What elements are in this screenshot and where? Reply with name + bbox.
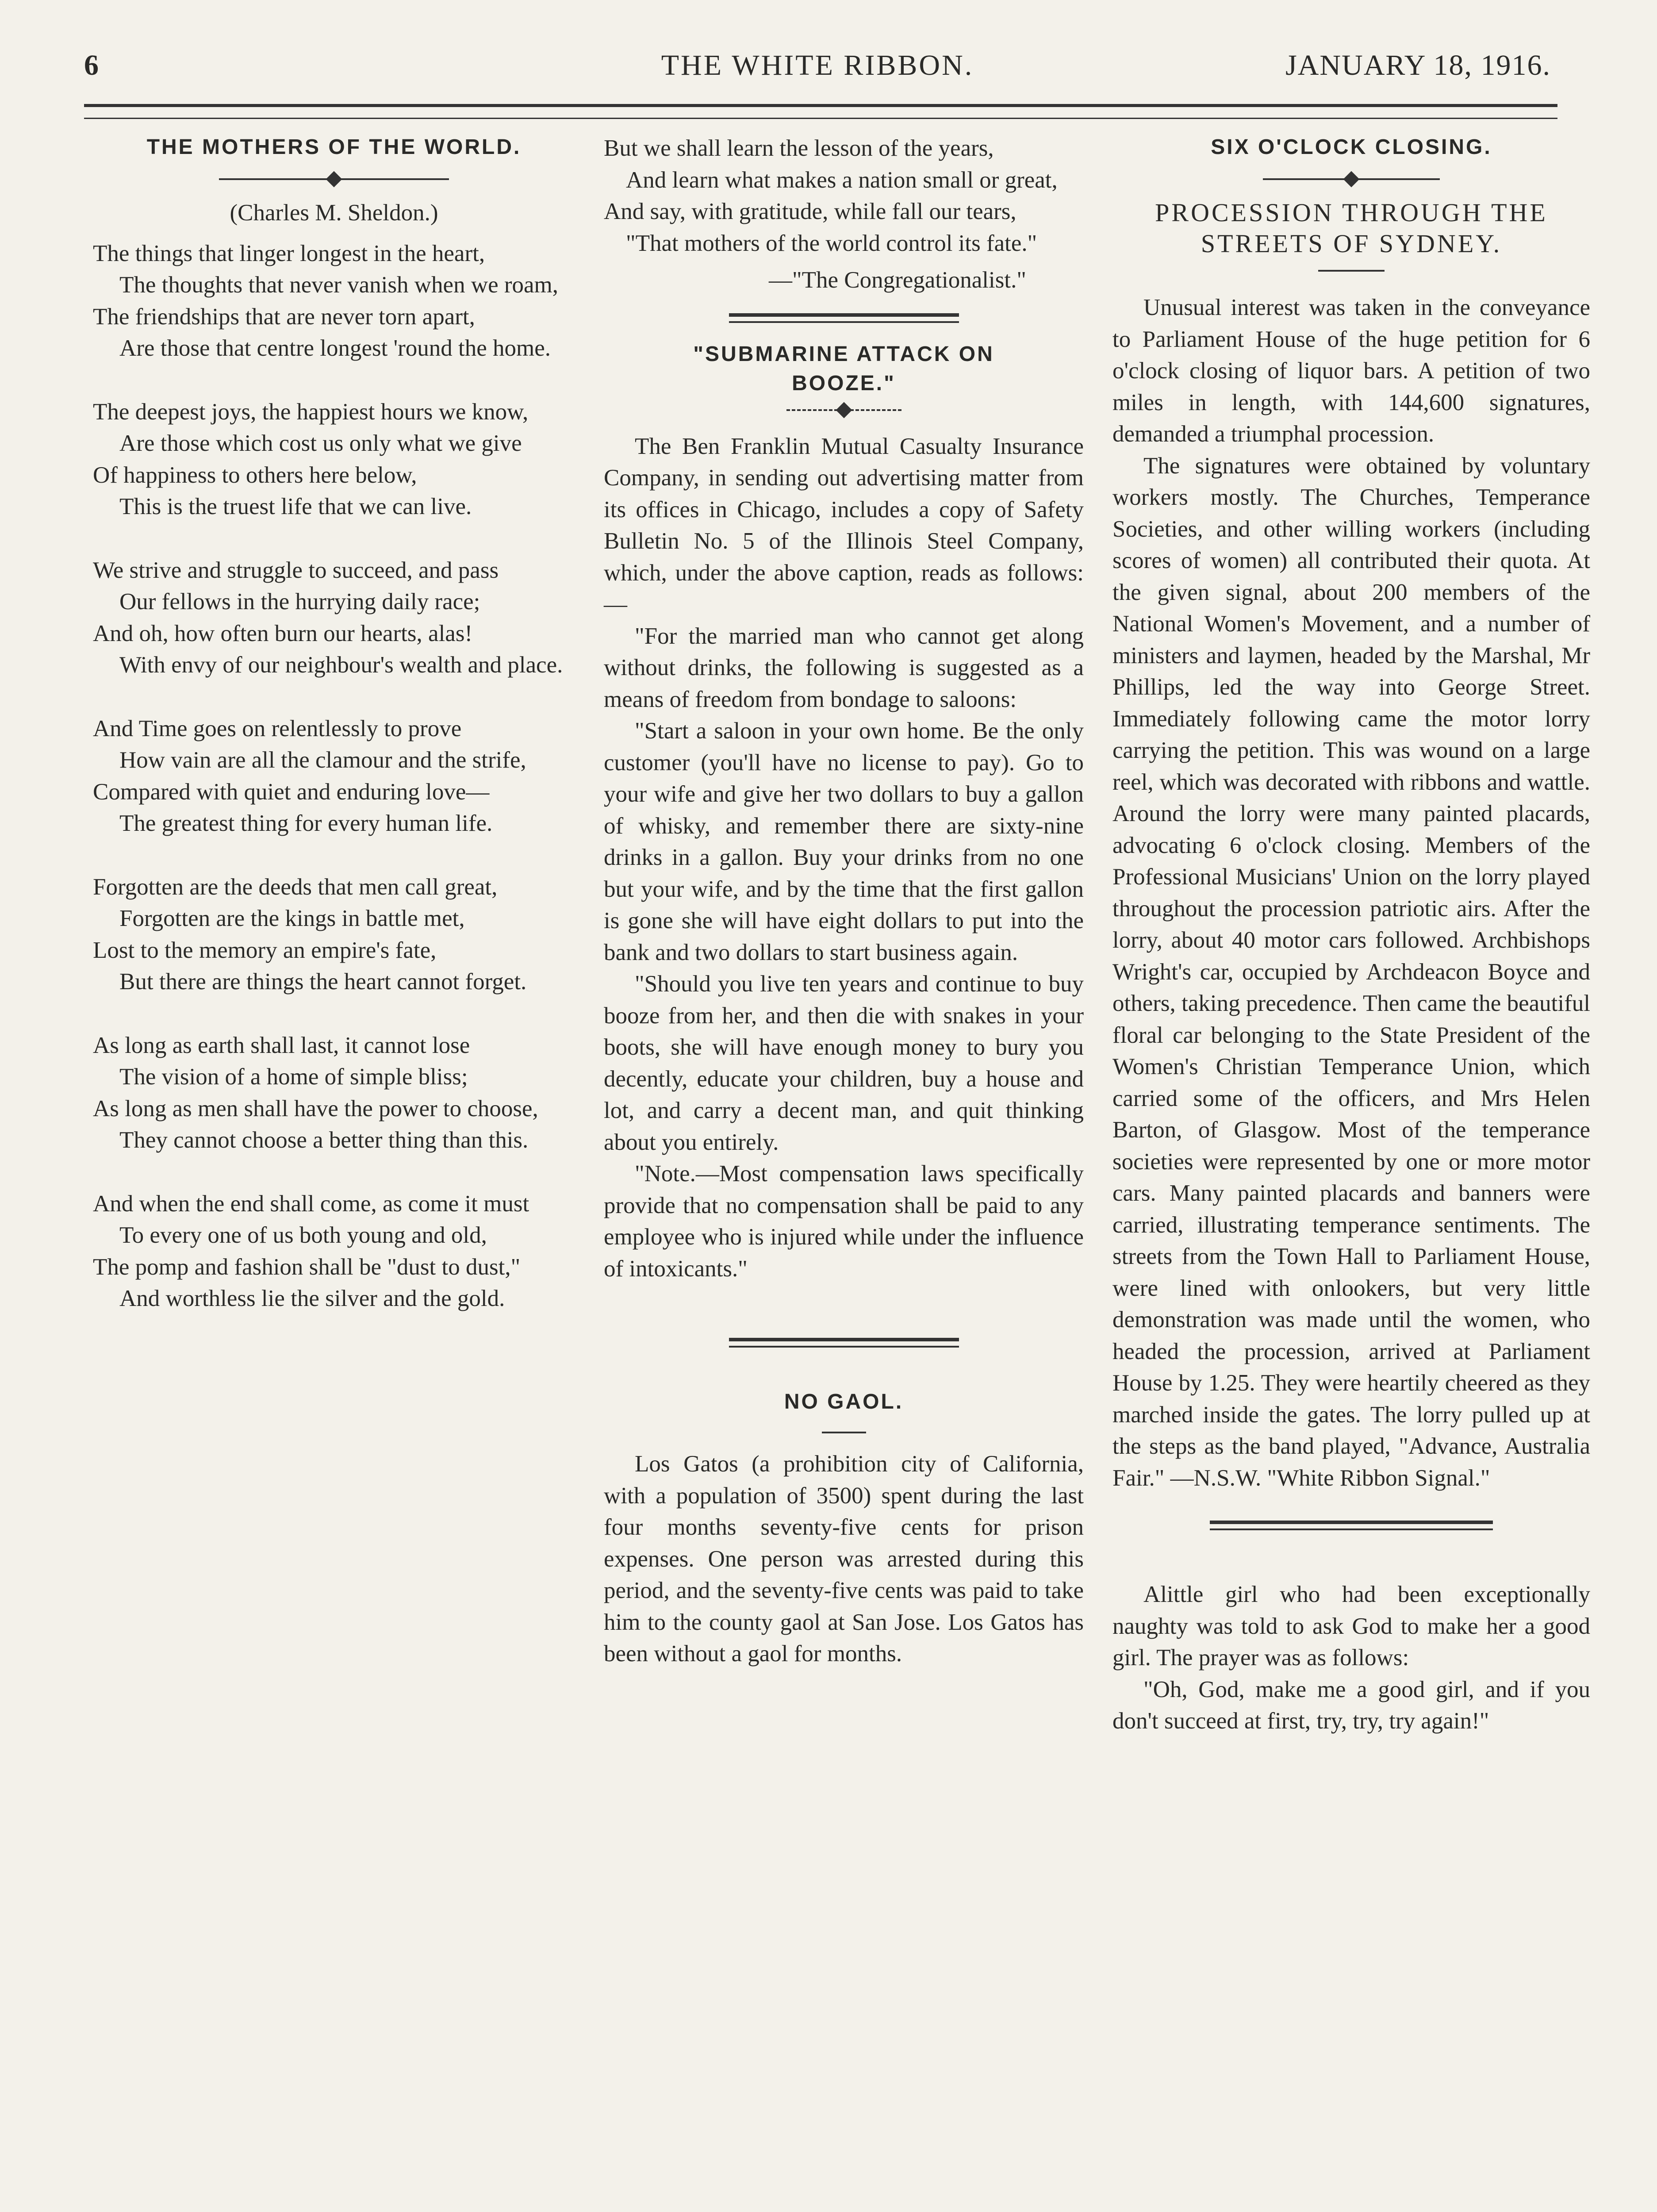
- poem-line: As long as men shall have the power to choose,: [93, 1095, 538, 1121]
- poem-line: The pomp and fashion shall be "dust to dust,": [93, 1254, 521, 1280]
- poem-line: Lost to the memory an empire's fate,: [93, 937, 437, 963]
- paragraph: Alittle girl who had been exceptionally naughty was told to ask God to make her a good girl. The prayer was as follows:: [1112, 1582, 1590, 1671]
- poem-stanza: [93, 396, 575, 523]
- poem-line: The greatest thing for every human life.: [119, 810, 493, 836]
- poem-line: Forgotten are the deeds that men call great,: [93, 874, 498, 900]
- column-1: [93, 133, 575, 1347]
- column-2: [604, 133, 1084, 1670]
- poem-line: But there are things the heart cannot forget.: [119, 969, 527, 995]
- poem-line: The thoughts that never vanish when we roam,: [119, 272, 559, 298]
- paragraph: "Oh, God, make me a good girl, and if you don't succeed at first, try, try, try again!": [1112, 1676, 1590, 1734]
- poem-line: They cannot choose a better thing than this.: [119, 1127, 529, 1153]
- article-title-no-gaol: NO GAOL.: [784, 1390, 904, 1413]
- paragraph: Los Gatos (a prohibition city of California, with a population of 3500) spent during the last four months seventy-five cents for prison expenses. One person was arrested during this period, and the seventy-five cents was paid to take him to the county gaol at San Jose. Los Gatos has been without a gaol for months.: [604, 1451, 1084, 1667]
- poem-line: This is the truest life that we can live.: [119, 494, 472, 519]
- double-rule: [729, 1338, 959, 1348]
- page-header: [84, 49, 1551, 88]
- poem-line: Are those which cost us only what we give: [119, 430, 522, 456]
- page-number: 6: [84, 49, 99, 81]
- poem-stanza: [93, 238, 575, 365]
- poem-line: And oh, how often burn our hearts, alas!: [93, 620, 473, 646]
- poem-line: We strive and struggle to succeed, and pass: [93, 557, 499, 583]
- issue-date: JANUARY 18, 1916.: [1285, 49, 1551, 81]
- paragraph: "For the married man who cannot get along without drinks, the following is suggested as a means of freedom from bondage to saloons:: [604, 623, 1084, 712]
- poem-continued: [604, 133, 1084, 259]
- poem-line: With envy of our neighbour's wealth and place.: [119, 652, 563, 678]
- poem-line: Compared with quiet and enduring love—: [93, 779, 490, 805]
- poem-line: And Time goes on relentlessly to prove: [93, 715, 462, 741]
- paragraph: The signatures were obtained by voluntary workers mostly. The Churches, Temperance Societies, and other willing workers (including scores of women) all contributed their quota. At the given signal, about 200 members of the National Women's Movement, and a number of ministers and laymen, headed by the Marshal, Mr Phillips, led the way into George Street. Immediately following came the motor lorry carrying the petition. This was wound on a large reel, which was decorated with ribbons and wattle. Around the lorry were many painted placards, advocating 6 o'clock closing. Members of the Professional Musicians' Union on the lorry played throughout the procession patriotic airs. After the lorry, about 40 motor cars followed. Archbishops Wright's car, occupied by Archdeacon Boyce and others, taking precedence. Then came the beautiful floral car belonging to the State President of the Women's Christian Temperance Union, which carried some of the officers, and Mrs Helen Barton, of Glasgow. Most of the temperance societies were represented by one or more motor cars. Many painted placards and banners were carried, illustrating temperance sentiments. The streets from the Town Hall to Parliament House, were lined with onlookers, but very little demonstration was made until the women, who headed the procession, arrived at Parliament House by 1.25. They were heartily cheered as they marched inside the gates. The lorry pulled up at the steps as the band played, "Advance, Australia Fair." —N.S.W. "White Ribbon Signal.": [1112, 453, 1590, 1491]
- double-rule: [729, 313, 959, 323]
- poem-line: The things that linger longest in the heart,: [93, 240, 485, 266]
- article-title-submarine: "SUBMARINE ATTACK ON BOOZE.": [693, 342, 994, 395]
- short-rule: [822, 1432, 866, 1433]
- article-title-closing: SIX O'CLOCK CLOSING.: [1211, 135, 1492, 159]
- poem-stanza: [604, 133, 1084, 259]
- short-rule: [1318, 270, 1385, 272]
- column-3: [1112, 133, 1590, 1737]
- little-girl-body: [1112, 1579, 1590, 1737]
- ornament-divider: [1263, 171, 1440, 188]
- publication-title: THE WHITE RIBBON.: [661, 49, 974, 81]
- poem-line: The friendships that are never torn apart,: [93, 303, 475, 330]
- poem-stanza: [93, 713, 575, 840]
- poem-body: [93, 238, 575, 1315]
- poem-line: Forgotten are the kings in battle met,: [119, 906, 465, 931]
- paragraph: "Start a saloon in your own home. Be the only customer (you'll have no license to pay). Go to your wife and give her two dollars to buy a gallon of whisky, and remember there are sixty-nine drinks in a gallon. Buy your drinks from no one but your wife, and by the time that the first gallon is gone she will have eight dollars to put into the bank and two dollars to start business again.: [604, 718, 1084, 965]
- poem-line: As long as earth shall last, it cannot lose: [93, 1032, 470, 1058]
- poem-title: THE MOTHERS OF THE WORLD.: [146, 135, 522, 159]
- paragraph: "Should you live ten years and continue to buy booze from her, and then die with snakes in your boots, she will have enough money to bury you decently, educate your children, buy a house and lot, and carry a decent man, and quit thinking about you entirely.: [604, 971, 1084, 1155]
- header-rule: [84, 104, 1557, 119]
- poem-line: But we shall learn the lesson of the years,: [604, 135, 994, 161]
- poem-stanza: [93, 872, 575, 998]
- poem-line: The vision of a home of simple bliss;: [119, 1064, 468, 1090]
- poem-author: (Charles M. Sheldon.): [230, 200, 438, 226]
- poem-stanza: [93, 1030, 575, 1156]
- poem-line: How vain are all the clamour and the strife,: [119, 747, 526, 773]
- paragraph: Unusual interest was taken in the conveyance to Parliament House of the huge petition for 6 o'clock closing of liquor bars. A petition of two miles in length, with 144,600 signatures, demanded a triumphal procession.: [1112, 295, 1590, 447]
- poem-line: Are those that centre longest 'round the home.: [119, 335, 551, 361]
- no-gaol-body: [604, 1448, 1084, 1670]
- poem-line: Our fellows in the hurrying daily race;: [119, 589, 480, 614]
- closing-body: [1112, 292, 1590, 1494]
- ornament-divider: [786, 402, 901, 419]
- ornament-divider: [219, 171, 449, 188]
- poem-stanza: [93, 1188, 575, 1315]
- poem-stanza: [93, 555, 575, 681]
- poem-line: "That mothers of the world control its fate.": [626, 230, 1037, 256]
- paragraph: "Note.—Most compensation laws specifically provide that no compensation shall be paid to any employee who is injured while under the influence of intoxicants.": [604, 1161, 1084, 1282]
- poem-line: Of happiness to others here below,: [93, 462, 417, 488]
- paragraph: The Ben Franklin Mutual Casualty Insurance Company, in sending out advertising matter from its offices in Chicago, includes a copy of Safety Bulletin No. 5 of the Illinois Steel Company, which, under the above caption, reads as follows:—: [604, 433, 1084, 617]
- article-subtitle: PROCESSION THROUGH THE STREETS OF SYDNEY.: [1155, 198, 1548, 258]
- double-rule: [1210, 1521, 1493, 1530]
- poem-line: And learn what makes a nation small or great,: [626, 167, 1058, 193]
- poem-source: —"The Congregationalist.": [769, 267, 1026, 293]
- poem-line: The deepest joys, the happiest hours we know,: [93, 399, 529, 425]
- poem-line: And say, with gratitude, while fall our tears,: [604, 199, 1016, 224]
- poem-line: And when the end shall come, as come it must: [93, 1190, 529, 1217]
- poem-line: To every one of us both young and old,: [119, 1222, 487, 1248]
- poem-line: And worthless lie the silver and the gold.: [119, 1286, 505, 1311]
- submarine-body: [604, 431, 1084, 1285]
